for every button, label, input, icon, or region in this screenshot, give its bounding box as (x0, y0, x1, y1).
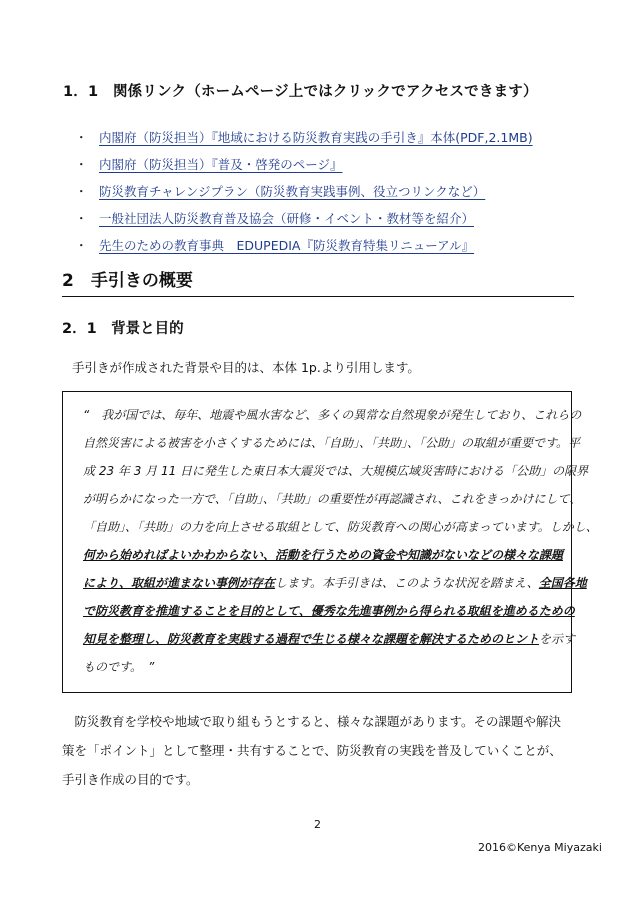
list-item (75, 123, 533, 150)
emphasis-text: により、取組が進まない事例が存在 (83, 576, 276, 590)
quote-line (83, 546, 563, 563)
link-cabinet-office-handbook[interactable]: 内閣府（防災担当）『地域における防災教育実践の手引き』本体(PDF,2.1MB) (99, 129, 533, 145)
quote-line: が明らかになった一方で、「自助」、「共助」の重要性が再認識され、これをきっかけにして、 (83, 492, 582, 506)
page-number: 2 (314, 818, 321, 831)
section-heading-2-1: 2．1 背景と目的 (62, 321, 184, 337)
bullet: ・ (75, 183, 88, 199)
body-paragraph-line: 防災教育を学校や地域で取り組もうとすると、様々な課題があります。その課題や解決 (62, 714, 562, 729)
quote-line: ものです。 ” (83, 660, 155, 674)
link-challenge-plan[interactable]: 防災教育チャレンジプラン（防災教育実践事例、役立つリンクなど） (99, 183, 486, 199)
bullet: ・ (75, 156, 88, 172)
emphasis-text: 何から始めればよいかわからない、活動を行うための資金や知識がないなどの様々な課題 (83, 548, 564, 562)
section-heading-1-1: 1．1 関係リンク（ホームページ上ではクリックでアクセスできます） (63, 84, 538, 100)
quote-line: “ 我が国では、毎年、地震や風水害など、多くの異常な自然現象が発生しており、これらの (83, 408, 582, 422)
quote-line (83, 630, 575, 647)
body-paragraph-line: 手引き作成の目的です。 (62, 772, 199, 787)
emphasis-text: 全国各地 (538, 576, 587, 590)
quote-line: 自然災害による被害を小さくするためには、「自助」、「共助」、「公助」の取組が重要です。平 (83, 436, 581, 450)
bullet: ・ (75, 129, 88, 145)
link-edupedia[interactable]: 先生のための教育事典 EDUPEDIA『防災教育特集リニューアル』 (99, 237, 475, 253)
copyright-notice: 2016©Kenya Miyazaki (478, 841, 602, 854)
related-links-list (75, 123, 533, 258)
emphasis-text: 知見を整理し、 (83, 632, 168, 646)
quote-line (83, 574, 587, 591)
quote-text: を示す (539, 632, 576, 646)
quote-box (62, 391, 598, 693)
list-item (75, 150, 533, 177)
quote-text: します。本手引きは、このような状況を踏まえ、 (275, 576, 539, 590)
link-disaster-education-association[interactable]: 一般社団法人防災教育普及協会（研修・イベント・教材等を紹介） (99, 210, 475, 226)
emphasis-text: 防災教育を実践する過程で生じる様々な課題を解決するためのヒント (167, 632, 540, 646)
list-item (75, 204, 533, 231)
bullet: ・ (75, 237, 88, 253)
emphasis-text: で防災教育を推進することを目的として、優秀な先進事例から得られる取組を進めるための (83, 604, 575, 618)
bullet: ・ (75, 210, 88, 226)
list-item (75, 231, 533, 258)
intro-paragraph: 手引きが作成された背景や目的は、本体 1p.より引用します。 (72, 360, 420, 375)
list-item (75, 177, 533, 204)
quote-line: 「自助」、「共助」の力を向上させる取組として、防災教育への関心が高まっています。しかし、 (83, 520, 598, 534)
quote-line (83, 602, 575, 619)
section-heading-2: 2 手引きの概要 (62, 266, 574, 297)
body-paragraph-line: 策を「ポイント」として整理・共有することで、防災教育の実践を普及していくことが、 (62, 743, 562, 758)
quote-line: 成 23 年 3 月 11 日に発生した東日本大震災では、大規模広域災害時における「公助」の限界 (83, 464, 589, 478)
link-cabinet-office-awareness[interactable]: 内閣府（防災担当）『普及・啓発のページ』 (99, 156, 343, 172)
